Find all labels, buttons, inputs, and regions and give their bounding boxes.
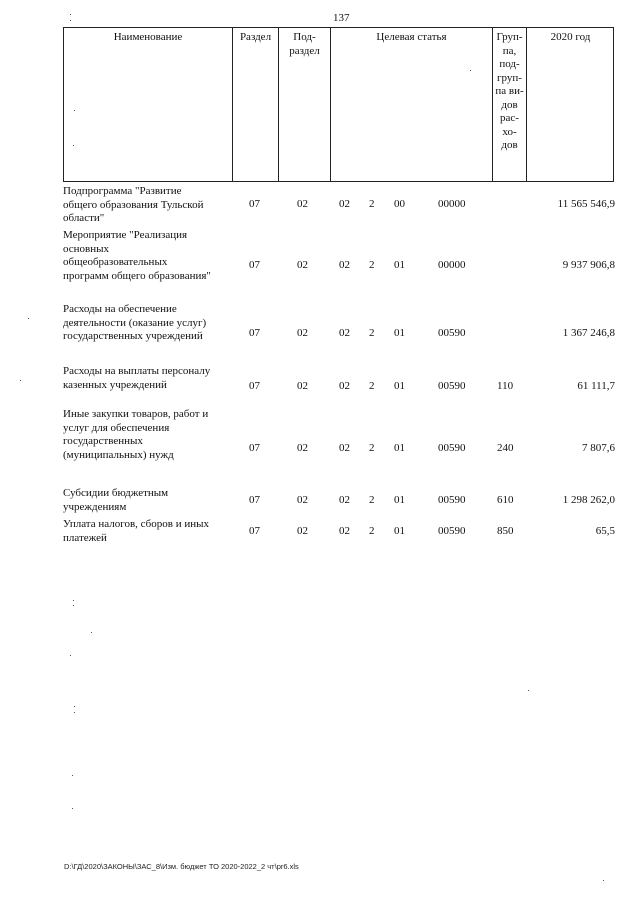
row-section: 07	[249, 327, 260, 339]
row-target-subprogram: 2	[369, 442, 375, 454]
row-group: 110	[497, 380, 514, 392]
scan-speck	[74, 706, 75, 707]
row-target-program: 02	[339, 442, 350, 454]
row-section: 07	[249, 380, 260, 392]
scan-speck	[91, 632, 92, 633]
row-target-program: 02	[339, 259, 350, 271]
scan-speck	[74, 110, 75, 111]
row-amount: 61 111,7	[577, 380, 615, 392]
row-name: Субсидии бюджетным учреждениям	[63, 487, 169, 513]
row-group: 240	[497, 442, 514, 454]
column-divider	[330, 27, 331, 182]
row-subsection: 02	[297, 494, 308, 506]
row-target-program: 02	[339, 494, 350, 506]
row-section: 07	[249, 442, 260, 454]
row-name: Иные закупки товаров, работ и услуг для обеспечения государственных (муниципальных) нужд	[63, 408, 209, 461]
row-subsection: 02	[297, 442, 308, 454]
row-group: 850	[497, 525, 514, 537]
row-target-direction: 00590	[438, 380, 466, 392]
header-name: Наименование	[113, 31, 183, 43]
column-divider	[232, 27, 233, 182]
row-section: 07	[249, 198, 260, 210]
row-target-subprogram: 2	[369, 259, 375, 271]
scan-speck	[70, 20, 71, 21]
scan-speck	[72, 775, 73, 776]
row-target-event: 01	[394, 442, 405, 454]
row-subsection: 02	[297, 525, 308, 537]
row-amount: 7 807,6	[582, 442, 615, 454]
page-number: 137	[333, 12, 350, 24]
row-target-program: 02	[339, 327, 350, 339]
row-amount: 9 937 906,8	[562, 259, 615, 271]
row-section: 07	[249, 259, 260, 271]
row-target-event: 01	[394, 525, 405, 537]
scan-speck	[72, 808, 73, 809]
row-target-program: 02	[339, 198, 350, 210]
row-target-direction: 00590	[438, 442, 466, 454]
header-section: Раздел	[239, 31, 272, 43]
row-target-subprogram: 2	[369, 327, 375, 339]
row-name: Мероприятие "Реализация основных общеобразовательных программ общего образования"	[63, 229, 211, 282]
scan-speck	[73, 605, 74, 606]
file-path-footer: D:\ГД\2020\ЗАКОНЫ\ЗАС_8\Изм. бюджет ТО 2020-2022_2 чт\рr6.xls	[64, 862, 299, 871]
scan-speck	[603, 880, 604, 881]
row-name: Уплата налогов, сборов и иных платежей	[63, 518, 210, 544]
row-target-event: 01	[394, 259, 405, 271]
row-section: 07	[249, 525, 260, 537]
row-target-event: 01	[394, 494, 405, 506]
row-target-direction: 00590	[438, 327, 466, 339]
header-target: Целевая статья	[376, 31, 447, 43]
row-target-subprogram: 2	[369, 494, 375, 506]
row-section: 07	[249, 494, 260, 506]
row-name: Расходы на выплаты персоналу казенных учреждений	[63, 365, 211, 391]
scan-speck	[73, 145, 74, 146]
header-subsection: Под- раздел	[289, 31, 320, 57]
row-subsection: 02	[297, 380, 308, 392]
scan-speck	[73, 600, 74, 601]
row-target-program: 02	[339, 525, 350, 537]
scan-speck	[28, 318, 29, 319]
row-amount: 1 367 246,8	[562, 327, 615, 339]
row-name: Подпрограмма "Развитие общего образования Тульской области"	[63, 185, 204, 224]
row-amount: 11 565 546,9	[557, 198, 615, 210]
scan-speck	[74, 712, 75, 713]
row-target-event: 01	[394, 380, 405, 392]
scan-speck	[528, 690, 529, 691]
row-target-event: 00	[394, 198, 405, 210]
row-name: Расходы на обеспечение деятельности (оказание услуг) государственных учреждений	[63, 303, 207, 342]
row-target-subprogram: 2	[369, 525, 375, 537]
scan-speck	[470, 70, 471, 71]
row-amount: 1 298 262,0	[562, 494, 615, 506]
scan-speck	[20, 380, 21, 381]
scan-speck	[70, 14, 71, 15]
row-group: 610	[497, 494, 514, 506]
row-target-direction: 00000	[438, 198, 466, 210]
header-group: Груп- па, под- груп- па ви- дов рас- хо- дов	[495, 31, 524, 151]
row-target-direction: 00590	[438, 494, 466, 506]
row-target-direction: 00590	[438, 525, 466, 537]
row-subsection: 02	[297, 327, 308, 339]
row-target-subprogram: 2	[369, 380, 375, 392]
row-target-event: 01	[394, 327, 405, 339]
header-year: 2020 год	[550, 31, 591, 43]
row-subsection: 02	[297, 198, 308, 210]
row-subsection: 02	[297, 259, 308, 271]
row-target-program: 02	[339, 380, 350, 392]
column-divider	[526, 27, 527, 182]
table-header	[63, 27, 614, 182]
scan-speck	[70, 655, 71, 656]
row-amount: 65,5	[595, 525, 615, 537]
row-target-subprogram: 2	[369, 198, 375, 210]
row-target-direction: 00000	[438, 259, 466, 271]
